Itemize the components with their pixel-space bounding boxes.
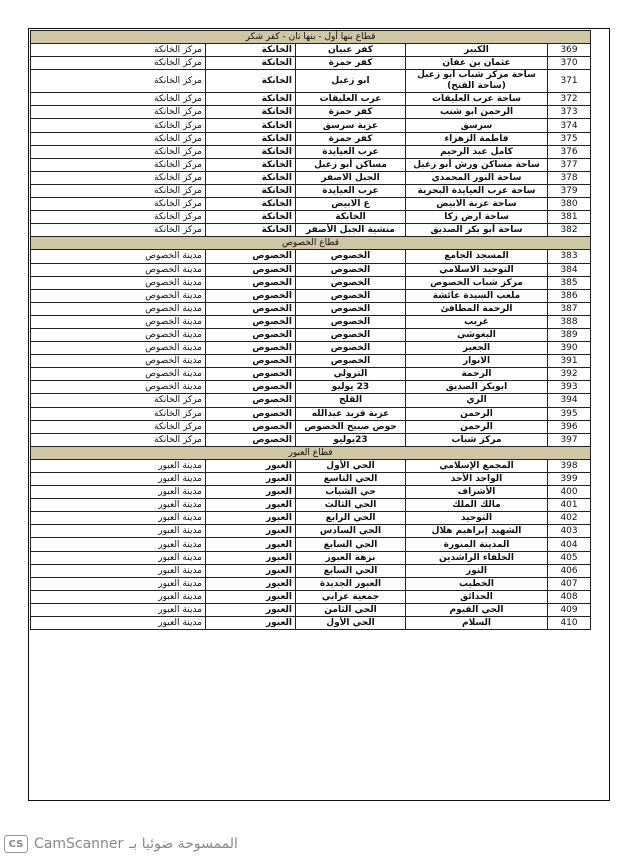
mosque-name-cell: ساحة مركز شباب أبو زعبل (ساحة الفتح) — [406, 70, 548, 93]
center-cell: مركز الخانكة — [31, 407, 206, 420]
area-cell: عرب العيايدة — [296, 184, 406, 197]
center-cell: مركز الخانكة — [31, 44, 206, 57]
mosque-name-cell: ساحة عرب العليقات — [406, 93, 548, 106]
row-number-cell: 379 — [548, 184, 591, 197]
table-row — [31, 590, 591, 603]
area-cell: الخصوص — [296, 289, 406, 302]
table-row — [31, 564, 591, 577]
sector-cell: الخصوص — [206, 263, 296, 276]
mosque-name-cell: مركز شباب — [406, 433, 548, 446]
center-cell: مدينة الخصوص — [31, 328, 206, 341]
row-number-cell: 380 — [548, 198, 591, 211]
area-cell: كفر عبيان — [296, 44, 406, 57]
center-cell: مدينة العبور — [31, 551, 206, 564]
camscanner-watermark — [4, 832, 238, 856]
mosque-name-cell: الحدائق — [406, 590, 548, 603]
table-row — [31, 184, 591, 197]
sector-cell: العبور — [206, 617, 296, 630]
table-row — [31, 512, 591, 525]
table-row — [31, 302, 591, 315]
area-cell: الخصوص — [296, 302, 406, 315]
center-cell: مركز الخانكة — [31, 184, 206, 197]
sector-cell: الخانكة — [206, 106, 296, 119]
mosque-name-cell: ساحة أبو بكر الصديق — [406, 224, 548, 237]
mosque-name-cell: التوحيد الاسلامي — [406, 263, 548, 276]
center-cell: مدينة العبور — [31, 538, 206, 551]
row-number-cell: 399 — [548, 473, 591, 486]
sector-cell: الخصوص — [206, 433, 296, 446]
sector-cell: الخصوص — [206, 250, 296, 263]
area-cell: عزبة سرسق — [296, 119, 406, 132]
center-cell: مدينة العبور — [31, 459, 206, 472]
row-number-cell: 385 — [548, 276, 591, 289]
mosque-name-cell: الكبير — [406, 44, 548, 57]
area-cell: نزهة العبور — [296, 551, 406, 564]
center-cell: مركز الخانكة — [31, 158, 206, 171]
table-row — [31, 394, 591, 407]
center-cell: مدينة العبور — [31, 590, 206, 603]
mosque-name-cell: ساحة مساكن ورش أبو زعبل — [406, 158, 548, 171]
mosque-name-cell: كامل عبد الرحيم — [406, 145, 548, 158]
center-cell: مركز الخانكة — [31, 93, 206, 106]
table-row — [31, 132, 591, 145]
row-number-cell: 391 — [548, 355, 591, 368]
area-cell: 23يوليو — [296, 433, 406, 446]
sector-cell: العبور — [206, 473, 296, 486]
center-cell: مركز الخانكة — [31, 171, 206, 184]
mosque-name-cell: الرحمن — [406, 420, 548, 433]
row-number-cell: 382 — [548, 224, 591, 237]
sector-cell: الخانكة — [206, 171, 296, 184]
area-cell: القلج — [296, 394, 406, 407]
center-cell: مركز الخانكة — [31, 57, 206, 70]
camscanner-logo-icon: CS — [4, 835, 28, 853]
center-cell: مدينة الخصوص — [31, 289, 206, 302]
table-row — [31, 603, 591, 616]
table-row — [31, 538, 591, 551]
row-number-cell: 376 — [548, 145, 591, 158]
area-cell: الخصوص — [296, 342, 406, 355]
area-cell: عرب العليقات — [296, 93, 406, 106]
area-cell: الحي التاسع — [296, 473, 406, 486]
row-number-cell: 394 — [548, 394, 591, 407]
watermark-brand: CamScanner — [34, 836, 124, 852]
center-cell: مدينة الخصوص — [31, 263, 206, 276]
sector-cell: الخصوص — [206, 315, 296, 328]
sector-cell: العبور — [206, 512, 296, 525]
sector-cell: الخصوص — [206, 289, 296, 302]
center-cell: مدينة العبور — [31, 577, 206, 590]
center-cell: مدينة العبور — [31, 473, 206, 486]
mosque-name-cell: سرسق — [406, 119, 548, 132]
mosque-name-cell: الجعير — [406, 342, 548, 355]
sector-cell: الخانكة — [206, 145, 296, 158]
row-number-cell: 386 — [548, 289, 591, 302]
table-row — [31, 315, 591, 328]
center-cell: مدينة الخصوص — [31, 381, 206, 394]
center-cell: مركز الخانكة — [31, 394, 206, 407]
center-cell: مركز الخانكة — [31, 119, 206, 132]
row-number-cell: 404 — [548, 538, 591, 551]
row-number-cell: 400 — [548, 486, 591, 499]
area-cell: الخصوص — [296, 328, 406, 341]
table-row — [31, 459, 591, 472]
mosque-name-cell: المدينة المنورة — [406, 538, 548, 551]
center-cell: مركز الخانكة — [31, 224, 206, 237]
mosque-name-cell: التوحيد — [406, 512, 548, 525]
table-body — [31, 31, 591, 630]
sector-cell: العبور — [206, 486, 296, 499]
row-number-cell: 407 — [548, 577, 591, 590]
mosque-name-cell: الرحمن — [406, 407, 548, 420]
row-number-cell: 369 — [548, 44, 591, 57]
row-number-cell: 402 — [548, 512, 591, 525]
row-number-cell: 373 — [548, 106, 591, 119]
section-title: قطاع بنها أول - بنها تان - كفر شكر — [31, 31, 591, 44]
sector-cell: الخانكة — [206, 44, 296, 57]
mosque-name-cell: الواحد الأحد — [406, 473, 548, 486]
mosques-table — [30, 30, 591, 630]
table-row — [31, 211, 591, 224]
row-number-cell: 406 — [548, 564, 591, 577]
table-row — [31, 224, 591, 237]
area-cell: ابو زعبل — [296, 70, 406, 93]
sector-cell: الخانكة — [206, 211, 296, 224]
sector-cell: العبور — [206, 459, 296, 472]
area-cell: الخصوص — [296, 315, 406, 328]
sector-cell: العبور — [206, 538, 296, 551]
table-row — [31, 473, 591, 486]
table-row — [31, 486, 591, 499]
table-row — [31, 263, 591, 276]
sector-cell: الخصوص — [206, 381, 296, 394]
center-cell: مركز الخانكة — [31, 106, 206, 119]
table-row — [31, 145, 591, 158]
mosque-name-cell: الخلفاء الراشدين — [406, 551, 548, 564]
mosque-name-cell: عثمان بن عفان — [406, 57, 548, 70]
table-row — [31, 106, 591, 119]
center-cell: مركز الخانكة — [31, 198, 206, 211]
section-header-row — [31, 237, 591, 250]
area-cell: مساكن أبو زعبل — [296, 158, 406, 171]
mosque-name-cell: مركز شباب الخصوص — [406, 276, 548, 289]
mosque-name-cell: ساحة ارض زكا — [406, 211, 548, 224]
area-cell: الخصوص — [296, 276, 406, 289]
mosque-name-cell: الأشراف — [406, 486, 548, 499]
area-cell: عزبة فريد عبدالله — [296, 407, 406, 420]
sector-cell: الخصوص — [206, 342, 296, 355]
row-number-cell: 410 — [548, 617, 591, 630]
area-cell: كفر حمزة — [296, 132, 406, 145]
sector-cell: الخانكة — [206, 132, 296, 145]
area-cell: كفر حمزة — [296, 57, 406, 70]
row-number-cell: 374 — [548, 119, 591, 132]
table-row — [31, 57, 591, 70]
center-cell: مدينة الخصوص — [31, 276, 206, 289]
center-cell: مدينة الخصوص — [31, 315, 206, 328]
row-number-cell: 405 — [548, 551, 591, 564]
row-number-cell: 381 — [548, 211, 591, 224]
sector-cell: الخانكة — [206, 198, 296, 211]
table-row — [31, 289, 591, 302]
table-row — [31, 368, 591, 381]
section-title: قطاع الخصوص — [31, 237, 591, 250]
center-cell: مدينة الخصوص — [31, 355, 206, 368]
mosque-name-cell: ساحة عزبة الابيض — [406, 198, 548, 211]
mosque-name-cell: مالك الملك — [406, 499, 548, 512]
sector-cell: الخانكة — [206, 119, 296, 132]
area-cell: 23 يوليو — [296, 381, 406, 394]
mosque-name-cell: السلام — [406, 617, 548, 630]
row-number-cell: 408 — [548, 590, 591, 603]
sector-cell: الخصوص — [206, 302, 296, 315]
sector-cell: العبور — [206, 577, 296, 590]
mosque-name-cell: الري — [406, 394, 548, 407]
row-number-cell: 383 — [548, 250, 591, 263]
mosque-name-cell: المجمع الإسلامي — [406, 459, 548, 472]
row-number-cell: 384 — [548, 263, 591, 276]
center-cell: مدينة الخصوص — [31, 368, 206, 381]
row-number-cell: 397 — [548, 433, 591, 446]
table-row — [31, 499, 591, 512]
row-number-cell: 409 — [548, 603, 591, 616]
mosque-name-cell: فاطمة الزهراء — [406, 132, 548, 145]
row-number-cell: 372 — [548, 93, 591, 106]
area-cell: العبور الجديدة — [296, 577, 406, 590]
mosque-name-cell: النور — [406, 564, 548, 577]
table-row — [31, 381, 591, 394]
table-row — [31, 250, 591, 263]
mosque-name-cell: ساحة عرب العيايدة البحرية — [406, 184, 548, 197]
mosque-name-cell: ساحة النور المحمدي — [406, 171, 548, 184]
sector-cell: الخصوص — [206, 328, 296, 341]
mosque-name-cell: الانوار — [406, 355, 548, 368]
row-number-cell: 378 — [548, 171, 591, 184]
row-number-cell: 371 — [548, 70, 591, 93]
center-cell: مدينة العبور — [31, 486, 206, 499]
table-row — [31, 119, 591, 132]
center-cell: مدينة العبور — [31, 564, 206, 577]
section-title: قطاع العبور — [31, 446, 591, 459]
sector-cell: العبور — [206, 603, 296, 616]
center-cell: مدينة الخصوص — [31, 342, 206, 355]
area-cell: الحي السابع — [296, 564, 406, 577]
row-number-cell: 401 — [548, 499, 591, 512]
center-cell: مركز الخانكة — [31, 70, 206, 93]
center-cell: مدينة العبور — [31, 603, 206, 616]
sector-cell: الخانكة — [206, 224, 296, 237]
area-cell: جمعية عرابي — [296, 590, 406, 603]
table-row — [31, 276, 591, 289]
row-number-cell: 398 — [548, 459, 591, 472]
area-cell: الجبل الاصفر — [296, 171, 406, 184]
center-cell: مدينة العبور — [31, 499, 206, 512]
watermark-text: الممسوحة ضوئيا بـ — [129, 836, 238, 852]
table-row — [31, 70, 591, 93]
mosque-name-cell: الخطيب — [406, 577, 548, 590]
sector-cell: الخصوص — [206, 394, 296, 407]
mosque-name-cell: غريب — [406, 315, 548, 328]
row-number-cell: 396 — [548, 420, 591, 433]
row-number-cell: 377 — [548, 158, 591, 171]
sector-cell: الخانكة — [206, 57, 296, 70]
mosque-name-cell: ملعب السيدة عائشة — [406, 289, 548, 302]
area-cell: الخصوص — [296, 263, 406, 276]
table-row — [31, 407, 591, 420]
area-cell: الحي السابع — [296, 538, 406, 551]
area-cell: الحي الأول — [296, 459, 406, 472]
table-row — [31, 420, 591, 433]
center-cell: مركز الخانكة — [31, 132, 206, 145]
center-cell: مركز الخانكة — [31, 211, 206, 224]
table-row — [31, 617, 591, 630]
table-row — [31, 551, 591, 564]
row-number-cell: 387 — [548, 302, 591, 315]
row-number-cell: 389 — [548, 328, 591, 341]
table-row — [31, 171, 591, 184]
table-row — [31, 44, 591, 57]
sector-cell: الخصوص — [206, 407, 296, 420]
mosque-name-cell: ابوبكر الصديق — [406, 381, 548, 394]
center-cell: مدينة العبور — [31, 525, 206, 538]
row-number-cell: 395 — [548, 407, 591, 420]
sector-cell: العبور — [206, 551, 296, 564]
section-header-row — [31, 446, 591, 459]
sector-cell: العبور — [206, 499, 296, 512]
area-cell: منشية الجبل الأصفر — [296, 224, 406, 237]
table-row — [31, 158, 591, 171]
table-row — [31, 198, 591, 211]
center-cell: مركز الخانكة — [31, 433, 206, 446]
table-row — [31, 342, 591, 355]
area-cell: كفر حمزة — [296, 106, 406, 119]
mosque-name-cell: الشهيد إبراهيم هلال — [406, 525, 548, 538]
table-row — [31, 577, 591, 590]
table-row — [31, 93, 591, 106]
center-cell: مركز الخانكة — [31, 420, 206, 433]
area-cell: الخصوص — [296, 355, 406, 368]
sector-cell: العبور — [206, 590, 296, 603]
row-number-cell: 393 — [548, 381, 591, 394]
row-number-cell: 390 — [548, 342, 591, 355]
area-cell: حي الشباب — [296, 486, 406, 499]
table-row — [31, 433, 591, 446]
center-cell: مركز الخانكة — [31, 145, 206, 158]
sector-cell: الخصوص — [206, 276, 296, 289]
row-number-cell: 370 — [548, 57, 591, 70]
mosque-name-cell: الرحمة — [406, 368, 548, 381]
center-cell: مدينة العبور — [31, 617, 206, 630]
mosque-name-cell: البغوشي — [406, 328, 548, 341]
area-cell: الحي الثالث — [296, 499, 406, 512]
table-row — [31, 328, 591, 341]
area-cell: عرب العيايدة — [296, 145, 406, 158]
sector-cell: الخانكة — [206, 70, 296, 93]
area-cell: الحي الرابع — [296, 512, 406, 525]
area-cell: حوض صبيح الخصوص — [296, 420, 406, 433]
sector-cell: الخصوص — [206, 368, 296, 381]
sector-cell: الخانكة — [206, 158, 296, 171]
center-cell: مدينة العبور — [31, 512, 206, 525]
mosque-name-cell: الحي القيوم — [406, 603, 548, 616]
center-cell: مدينة الخصوص — [31, 302, 206, 315]
sector-cell: العبور — [206, 564, 296, 577]
sector-cell: الخصوص — [206, 355, 296, 368]
row-number-cell: 392 — [548, 368, 591, 381]
row-number-cell: 375 — [548, 132, 591, 145]
sector-cell: الخصوص — [206, 420, 296, 433]
table-row — [31, 525, 591, 538]
mosque-name-cell: الرحمن ابو شنب — [406, 106, 548, 119]
mosque-name-cell: الرحمة المطافئ — [406, 302, 548, 315]
table-row — [31, 355, 591, 368]
area-cell: الحي الثامن — [296, 603, 406, 616]
sector-cell: العبور — [206, 525, 296, 538]
area-cell: الحي الأول — [296, 617, 406, 630]
area-cell: ع الابيض — [296, 198, 406, 211]
area-cell: الخانكة — [296, 211, 406, 224]
area-cell: الترولي — [296, 368, 406, 381]
area-cell: الحي السادس — [296, 525, 406, 538]
section-header-row — [31, 31, 591, 44]
center-cell: مدينة الخصوص — [31, 250, 206, 263]
sector-cell: الخانكة — [206, 184, 296, 197]
row-number-cell: 403 — [548, 525, 591, 538]
sector-cell: الخانكة — [206, 93, 296, 106]
mosque-name-cell: المسجد الجامع — [406, 250, 548, 263]
row-number-cell: 388 — [548, 315, 591, 328]
area-cell: الخصوص — [296, 250, 406, 263]
